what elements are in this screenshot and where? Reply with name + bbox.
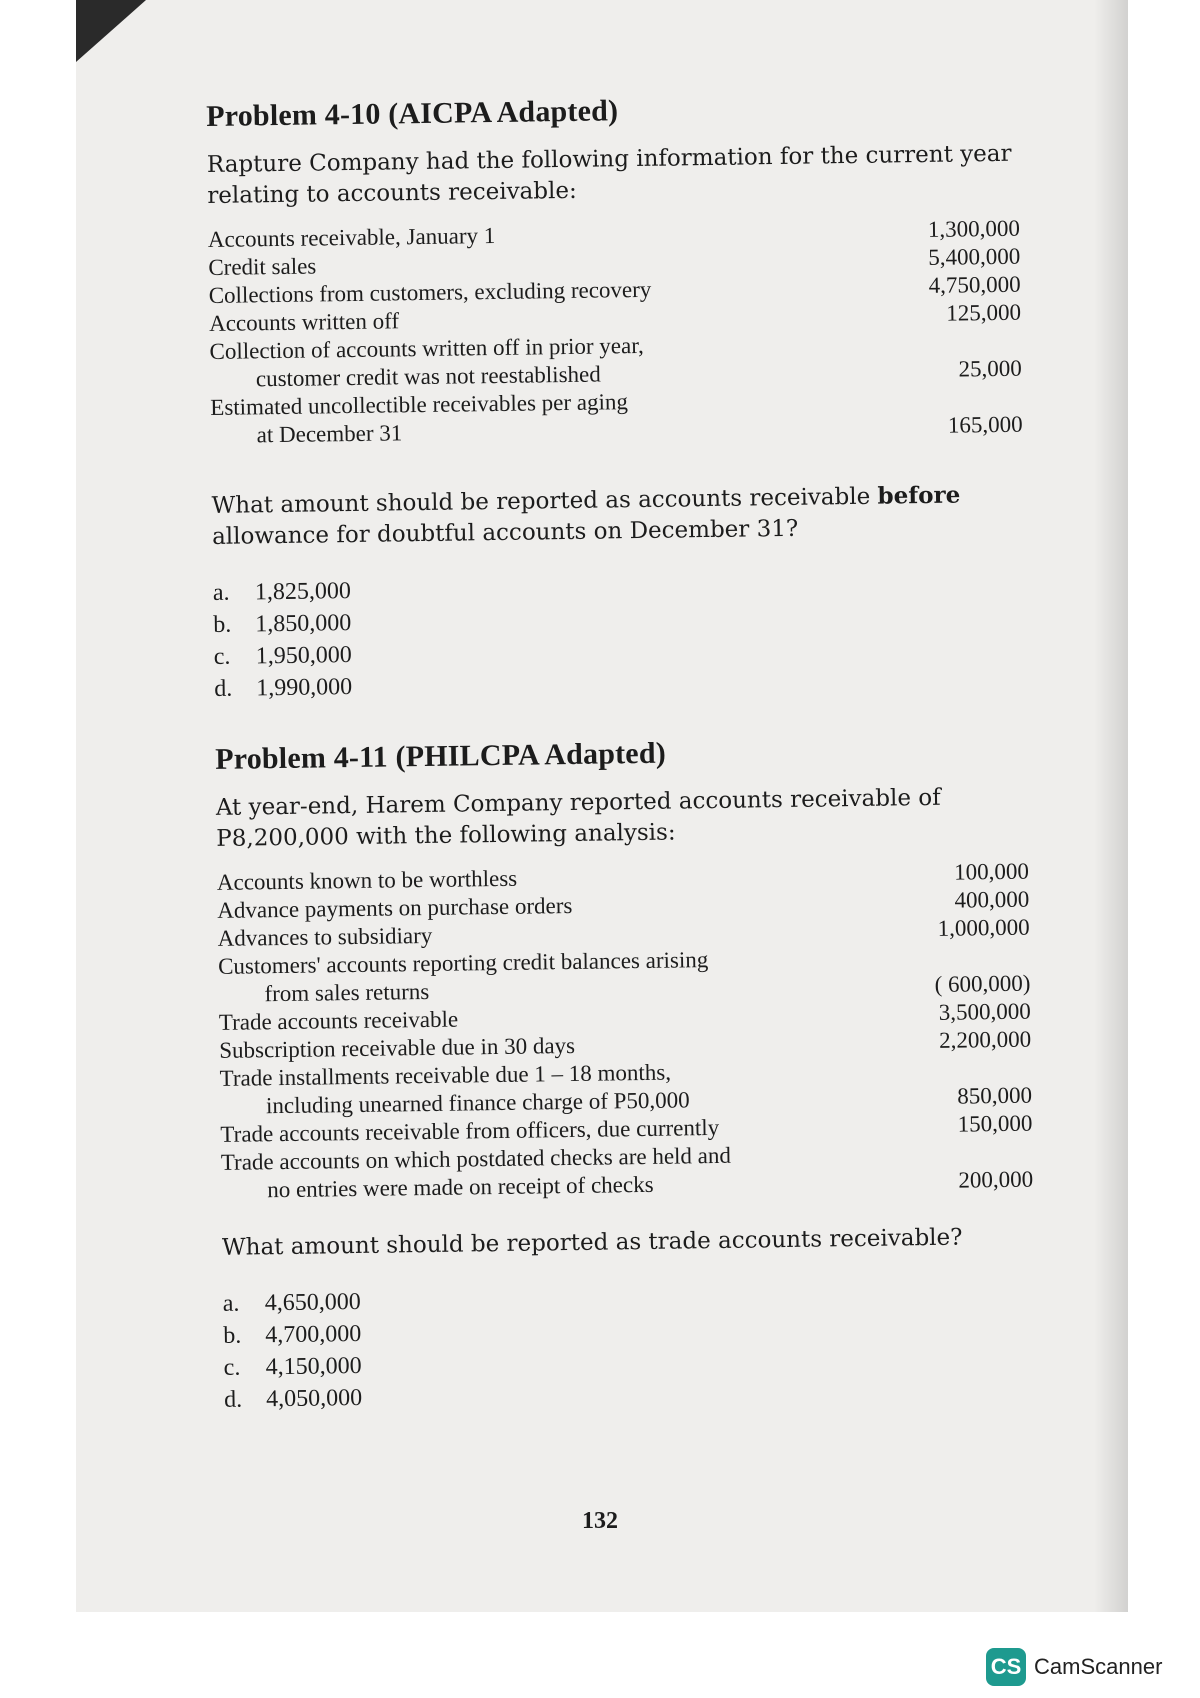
page-number: 132 [582,1508,618,1534]
problem-4-11 [215,731,1104,1416]
choice-c: c. 4,150,000 [223,1352,362,1381]
line-item: Accounts written off 125,000 [208,299,1022,336]
camscanner-logo-icon: CS [986,1648,1026,1686]
line-item: Collections from customers, excluding recovery 4,750,000 [208,271,1021,308]
camscanner-watermark [986,1648,1162,1686]
line-item: customer credit was not reestablished 25,000 [255,355,1022,392]
answer-choices [223,1276,1105,1416]
line-item: Advance payments on purchase orders 400,000 [217,886,1030,923]
line-item: Trade accounts receivable from officers, due currently 150,000 [220,1110,1033,1147]
line-item: no entries were made on receipt of checks 200,000 [267,1166,1034,1203]
line-item: including unearned finance charge of P50,000 850,000 [265,1082,1033,1119]
line-item: Advances to subsidiary 1,000,000 [217,914,1030,951]
line-items-table [208,215,1023,450]
choice-d: d. 4,050,000 [223,1384,363,1413]
line-item: Trade accounts receivable 3,500,000 [218,998,1031,1035]
choice-a: a. 1,825,000 [212,578,352,606]
problem-title: Problem 4-10 (AICPA Adapted) [206,94,619,133]
problem-intro: Rapture Company had the following information for the current year relating to accounts receivable: [206,140,1012,209]
line-item: Estimated uncollectible receivables per aging [210,389,629,420]
line-item: Credit sales 5,400,000 [208,243,1021,280]
choice-a: a. 4,650,000 [222,1288,361,1317]
problem-intro: At year-end, Harem Company reported accounts receivable of P8,200,000 with the following analysis: [215,784,941,852]
problem-title: Problem 4-11 (PHILCPA Adapted) [214,736,667,776]
choice-c: c. 1,950,000 [213,642,352,670]
choice-b: b. 4,700,000 [223,1320,362,1349]
line-item: Trade accounts on which postdated checks are held and [220,1142,732,1175]
choice-d: d. 1,990,000 [214,674,353,702]
page-content [206,88,1104,1416]
line-item: Accounts receivable, January 1 1,300,000 [207,215,1021,252]
choice-b: b. 1,850,000 [213,610,352,638]
problem-4-10 [206,88,1094,705]
answer-choices [213,565,1095,705]
line-item: Accounts known to be worthless 100,000 [216,858,1030,895]
problem-question: What amount should be reported as trade accounts receivable? [221,1224,963,1261]
line-item: Subscription receivable due in 30 days 2,200,000 [219,1026,1032,1063]
camscanner-label: CamScanner [1034,1654,1163,1679]
line-item: Customers' accounts reporting credit balances arising [217,947,709,979]
line-items-table [217,858,1034,1205]
page-corner-shadow [76,0,146,62]
line-item: Collection of accounts written off in prior year, [209,332,644,364]
problem-question: What amount should be reported as accounts receivable before allowance for doubtful accounts on December 31? [211,481,961,550]
line-item: at December 31 165,000 [256,411,1023,448]
line-item: from sales returns ( 600,000) [264,970,1031,1007]
line-item: Trade installments receivable due 1 – 18 months, [219,1059,672,1091]
